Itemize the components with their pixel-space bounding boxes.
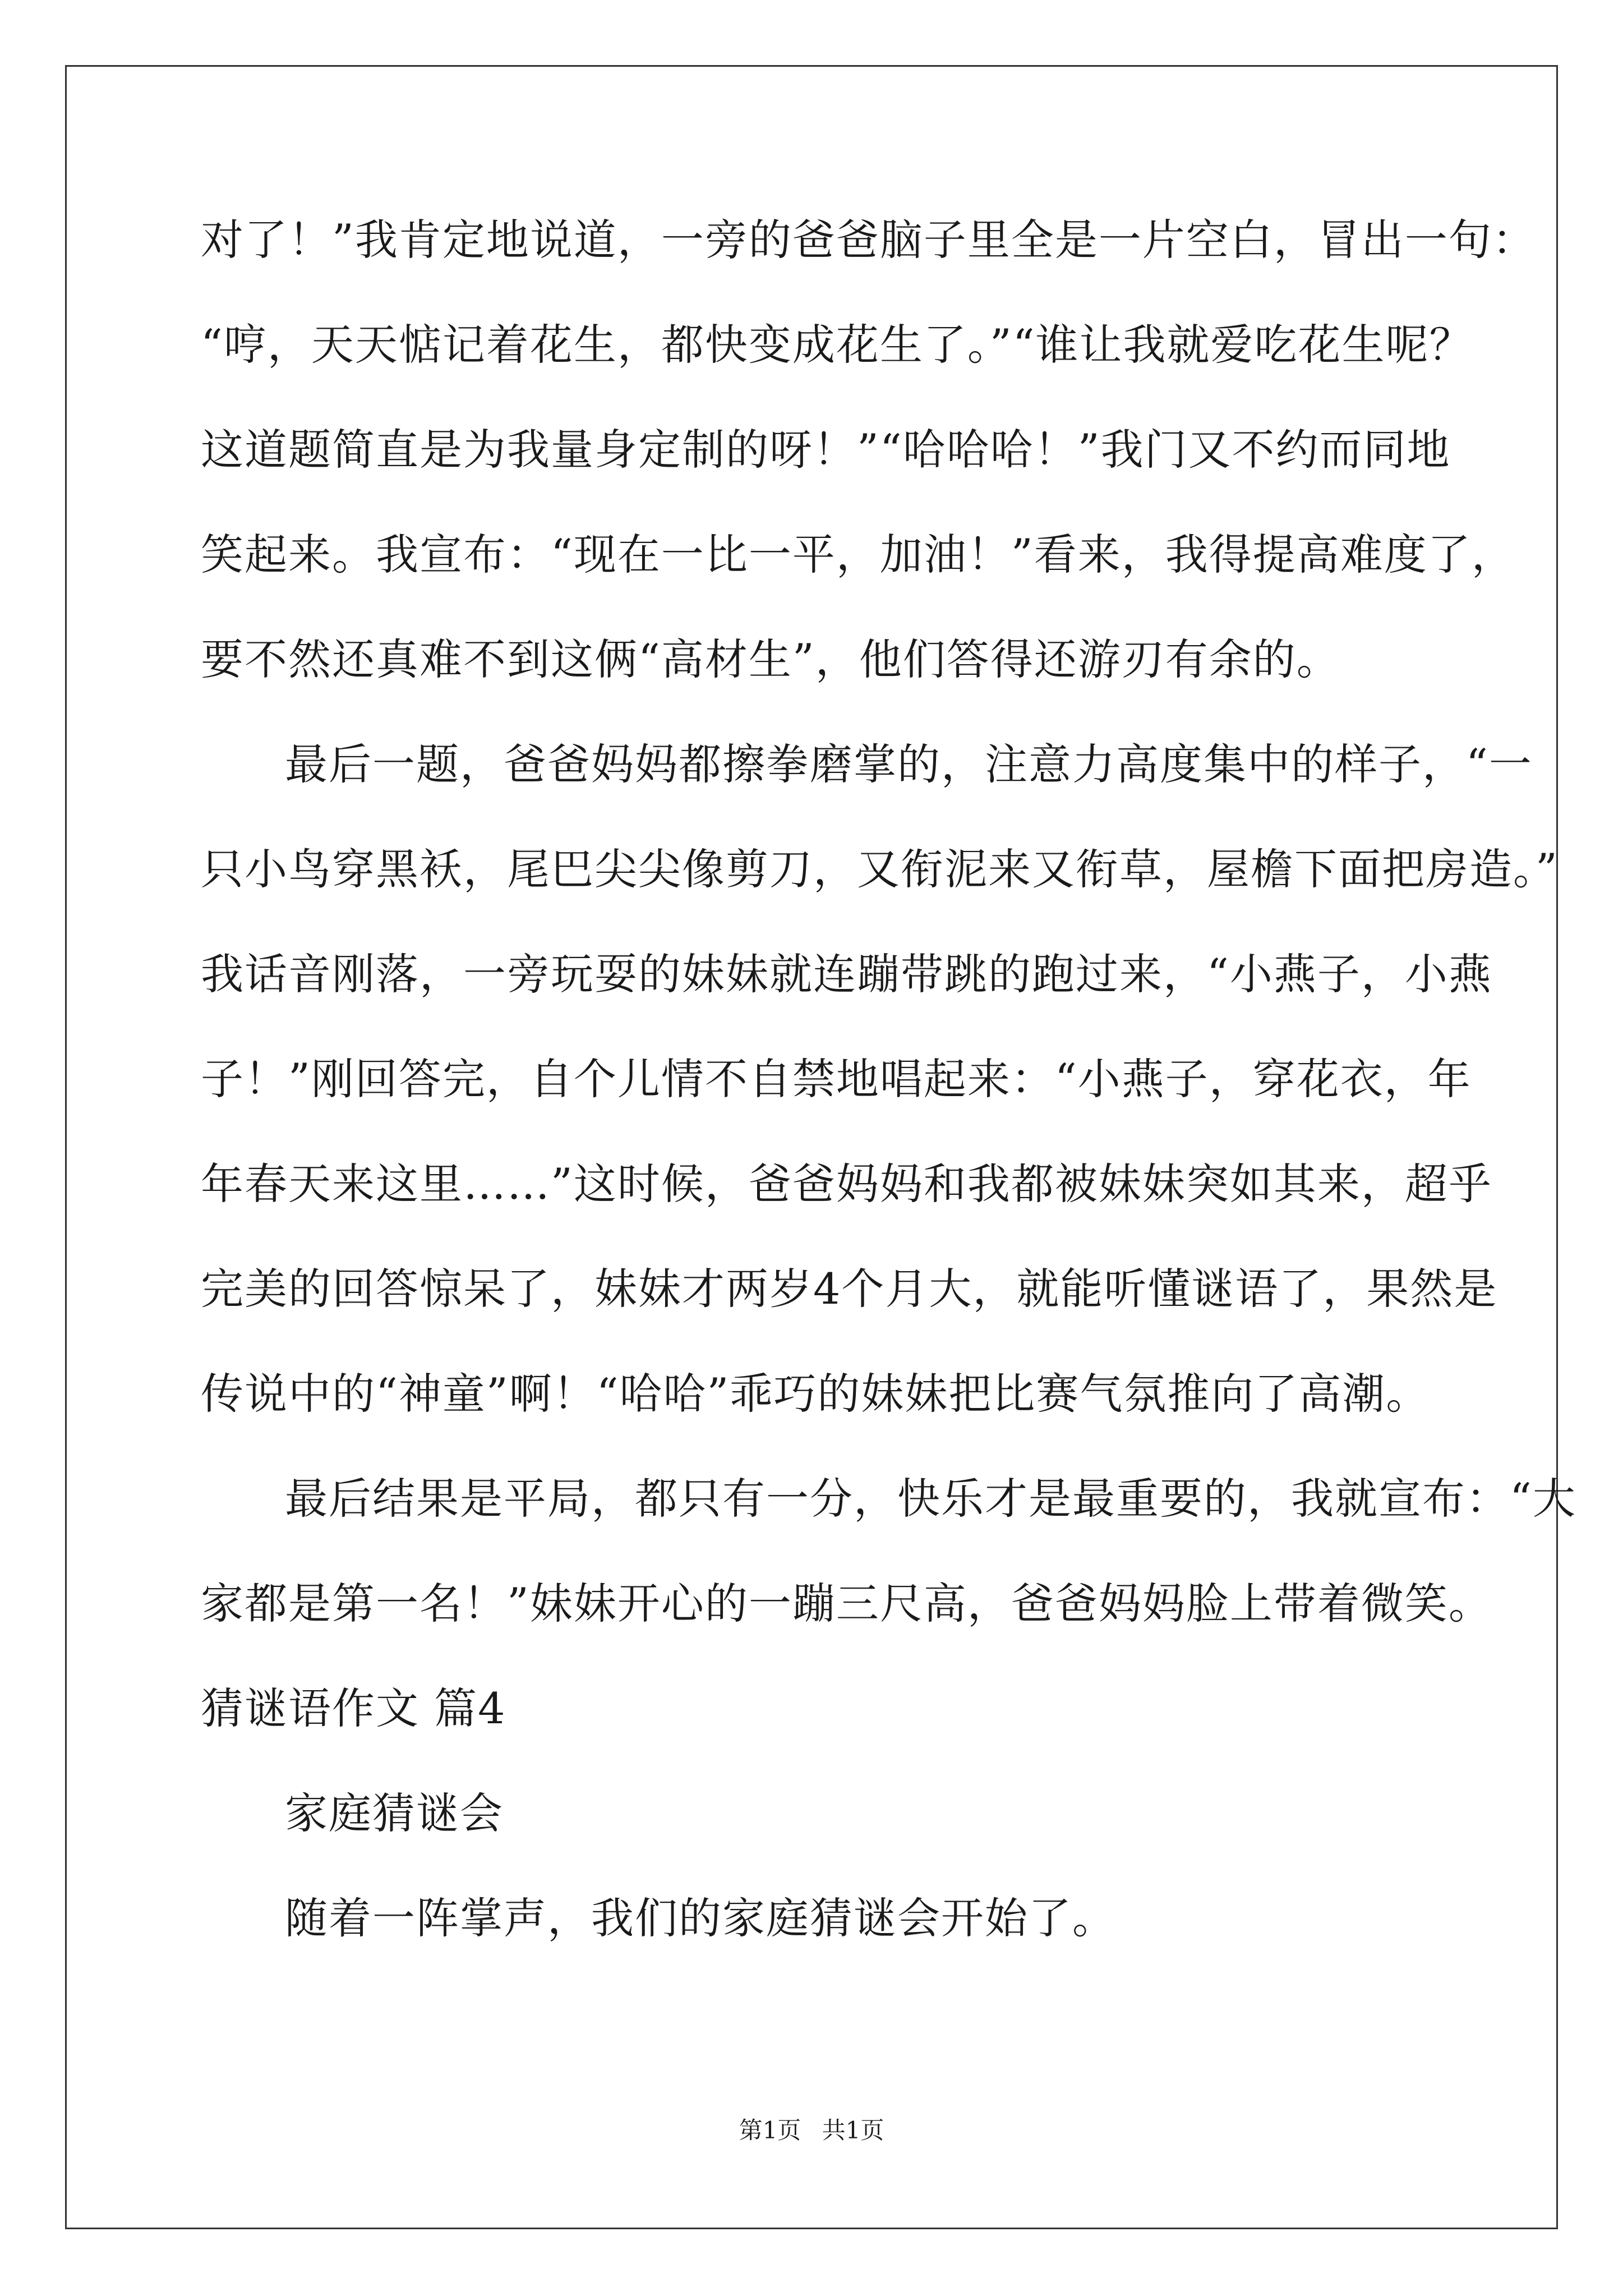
page-footer	[0, 2114, 1623, 2147]
page-number: 第1页	[739, 2116, 801, 2144]
text-line: 我话音刚落，一旁玩耍的妹妹就连蹦带跳的跑过来，“小燕子，小燕	[201, 949, 1492, 999]
section-heading: 猜谜语作文 篇4	[201, 1683, 506, 1733]
text-line: 这道题简直是为我量身定制的呀！”“哈哈哈！”我门又不约而同地	[201, 425, 1451, 475]
text-line: “哼，天天惦记着花生，都快变成花生了。”“谁让我就爱吃花生呢？	[201, 320, 1473, 370]
text-line: 只小鸟穿黑袄，尾巴尖尖像剪刀，又衔泥来又衔草，屋檐下面把房造。”	[201, 844, 1559, 894]
text-line: 家都是第一名！”妹妹开心的一蹦三尺高，爸爸妈妈脸上带着微笑。	[201, 1579, 1492, 1628]
paragraph-start-line: 最后结果是平局，都只有一分，快乐才是最重要的，我就宣布：“大	[285, 1474, 1576, 1524]
text-line: 传说中的“神童”啊！“哈哈”乖巧的妹妹把比赛气氛推向了高潮。	[201, 1369, 1430, 1419]
essay-title: 家庭猜谜会	[285, 1788, 504, 1838]
paragraph-start-line: 随着一阵掌声，我们的家庭猜谜会开始了。	[285, 1893, 1116, 1943]
text-line: 笑起来。我宣布：“现在一比一平，加油！”看来，我得提高难度了，	[201, 530, 1515, 579]
text-line: 对了！”我肯定地说道，一旁的爸爸脑子里全是一片空白，冒出一句：	[201, 215, 1536, 265]
text-line: 年春天来这里……”这时候，爸爸妈妈和我都被妹妹突如其来，超乎	[201, 1159, 1492, 1209]
paragraph-start-line: 最后一题，爸爸妈妈都擦拳磨掌的，注意力高度集中的样子，“一	[285, 739, 1533, 789]
page-total: 共1页	[822, 2116, 884, 2144]
text-line: 要不然还真难不到这俩“高材生”，他们答得还游刃有余的。	[201, 634, 1340, 684]
text-line: 子！”刚回答完，自个儿情不自禁地唱起来：“小燕子，穿花衣，年	[201, 1054, 1472, 1104]
text-line: 完美的回答惊呆了，妹妹才两岁4个月大，就能听懂谜语了，果然是	[201, 1264, 1498, 1314]
